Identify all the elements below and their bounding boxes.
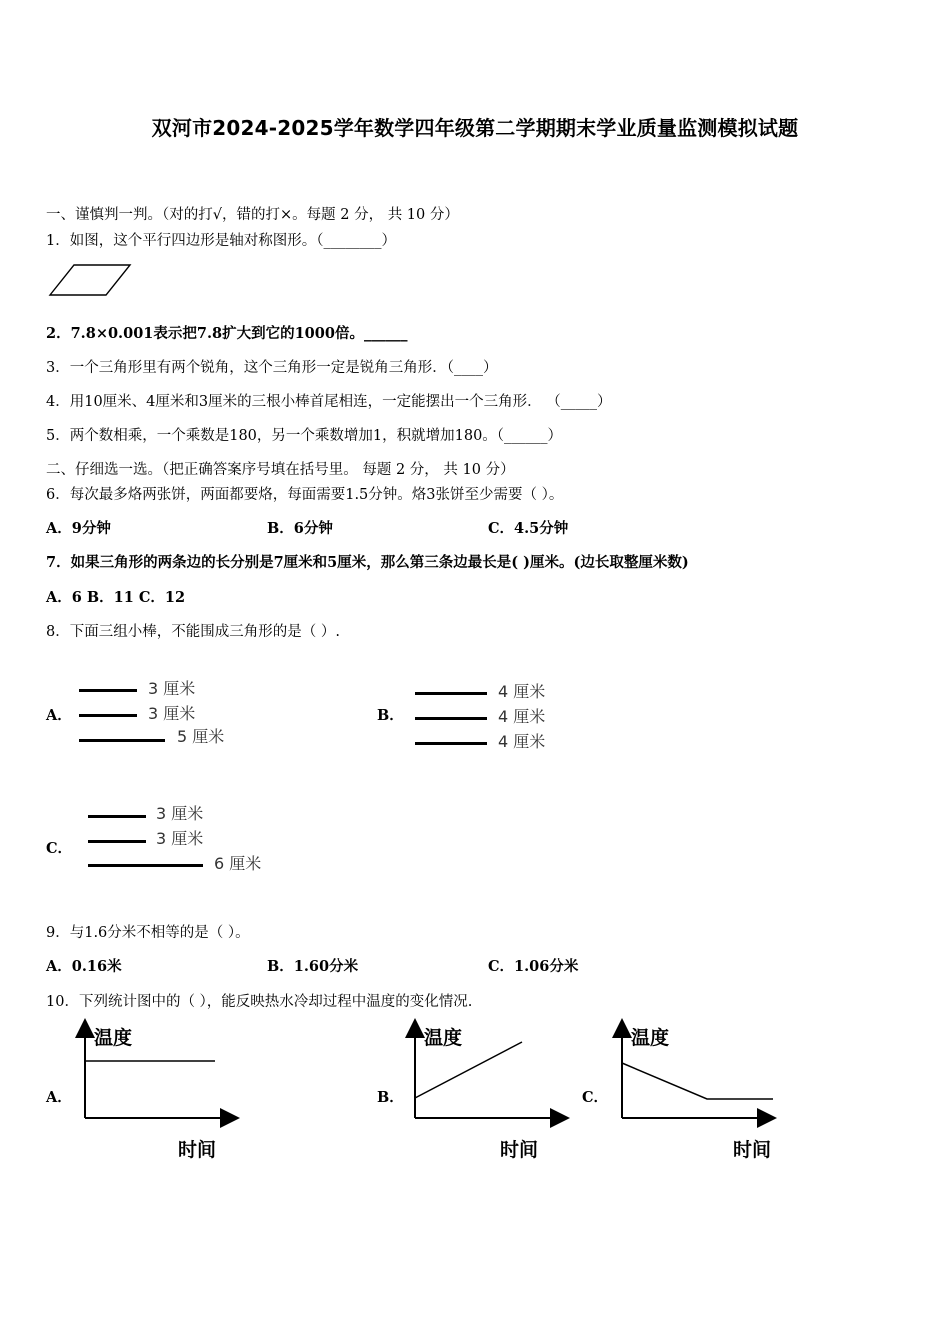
q8-c-stick-2 — [88, 840, 146, 843]
q8-c-stick-3 — [88, 864, 203, 867]
q10-b-x-label: 时间 — [500, 1139, 539, 1161]
q6-option-b: B．6分钟 — [267, 520, 333, 537]
question-3: 3．一个三角形里有两个锐角，这个三角形一定是锐角三角形．（____） — [46, 360, 498, 376]
q8-c-stick-2-label: 3 厘米 — [156, 829, 204, 848]
section1-heading: 一、谨慎判一判。（对的打√，错的打×。每题 2 分， 共 10 分） — [46, 207, 459, 223]
question-1: 1．如图，这个平行四边形是轴对称图形。（________） — [46, 233, 396, 249]
q10-b-data-line — [415, 1042, 522, 1098]
question-2: 2．7.8×0.001表示把7.8扩大到它的1000倍。______ — [46, 325, 408, 342]
q8-option-a-label: A． — [46, 707, 72, 724]
question-4: 4．用10厘米、4厘米和3厘米的三根小棒首尾相连，一定能摆出一个三角形． （_____） — [46, 394, 612, 410]
q8-option-c-label: C． — [46, 840, 73, 857]
q10-c-x-label: 时间 — [733, 1139, 772, 1161]
q8-b-stick-3-label: 4 厘米 — [498, 732, 546, 751]
q10-c-y-label: 温度 — [631, 1027, 670, 1049]
q10-option-a-label: A． — [46, 1089, 72, 1106]
q9-option-c: C．1.06分米 — [488, 958, 579, 975]
page-title: 双河市2024-2025学年数学四年级第二学期期末学业质量监测模拟试题 — [151, 116, 799, 140]
q8-b-stick-3 — [415, 742, 487, 745]
q8-b-stick-2-label: 4 厘米 — [498, 707, 546, 726]
q8-b-stick-2 — [415, 717, 487, 720]
parallelogram-figure — [48, 262, 134, 298]
q10-a-x-label: 时间 — [178, 1139, 217, 1161]
question-6: 6．每次最多烙两张饼，两面都要烙，每面需要1.5分钟。烙3张饼至少需要（ ）。 — [46, 487, 564, 503]
section2-heading: 二、仔细选一选。（把正确答案序号填在括号里。 每题 2 分， 共 10 分） — [46, 462, 515, 478]
q6-option-c: C．4.5分钟 — [488, 520, 569, 537]
q8-a-stick-1-label: 3 厘米 — [148, 679, 196, 698]
q10-option-c-label: C． — [582, 1089, 609, 1106]
q10-graph-a — [70, 1018, 250, 1163]
q7-options: A．6 B．11 C．12 — [46, 589, 186, 606]
q9-option-a: A．0.16米 — [46, 958, 122, 975]
q8-b-stick-1-label: 4 厘米 — [498, 682, 546, 701]
q8-a-stick-1 — [79, 689, 137, 692]
q8-c-stick-3-label: 6 厘米 — [214, 854, 262, 873]
question-10: 10．下列统计图中的（ ），能反映热水冷却过程中温度的变化情况. — [46, 994, 473, 1010]
q8-a-stick-2 — [79, 714, 137, 717]
q8-a-stick-3-label: 5 厘米 — [177, 727, 225, 746]
q8-c-stick-1 — [88, 815, 146, 818]
question-8: 8．下面三组小棒，不能围成三角形的是（ ）. — [46, 624, 340, 640]
q8-a-stick-2-label: 3 厘米 — [148, 704, 196, 723]
q10-a-y-label: 温度 — [94, 1027, 133, 1049]
q6-option-a: A．9分钟 — [46, 520, 111, 537]
q10-graph-b — [400, 1018, 580, 1163]
q10-c-data-line — [622, 1063, 773, 1099]
q9-option-b: B．1.60分米 — [267, 958, 359, 975]
q8-a-stick-3 — [79, 739, 165, 742]
q8-option-b-label: B． — [377, 707, 404, 724]
question-7: 7．如果三角形的两条边的长分别是7厘米和5厘米，那么第三条边最长是( )厘米。(边长取整厘米数) — [46, 554, 689, 571]
q10-graph-c — [607, 1018, 787, 1163]
q10-b-y-label: 温度 — [424, 1027, 463, 1049]
question-9: 9．与1.6分米不相等的是（ ）。 — [46, 925, 250, 941]
q8-b-stick-1 — [415, 692, 487, 695]
q8-c-stick-1-label: 3 厘米 — [156, 804, 204, 823]
question-5: 5．两个数相乘，一个乘数是180，另一个乘数增加1，积就增加180。（______） — [46, 428, 563, 444]
q10-option-b-label: B． — [377, 1089, 404, 1106]
